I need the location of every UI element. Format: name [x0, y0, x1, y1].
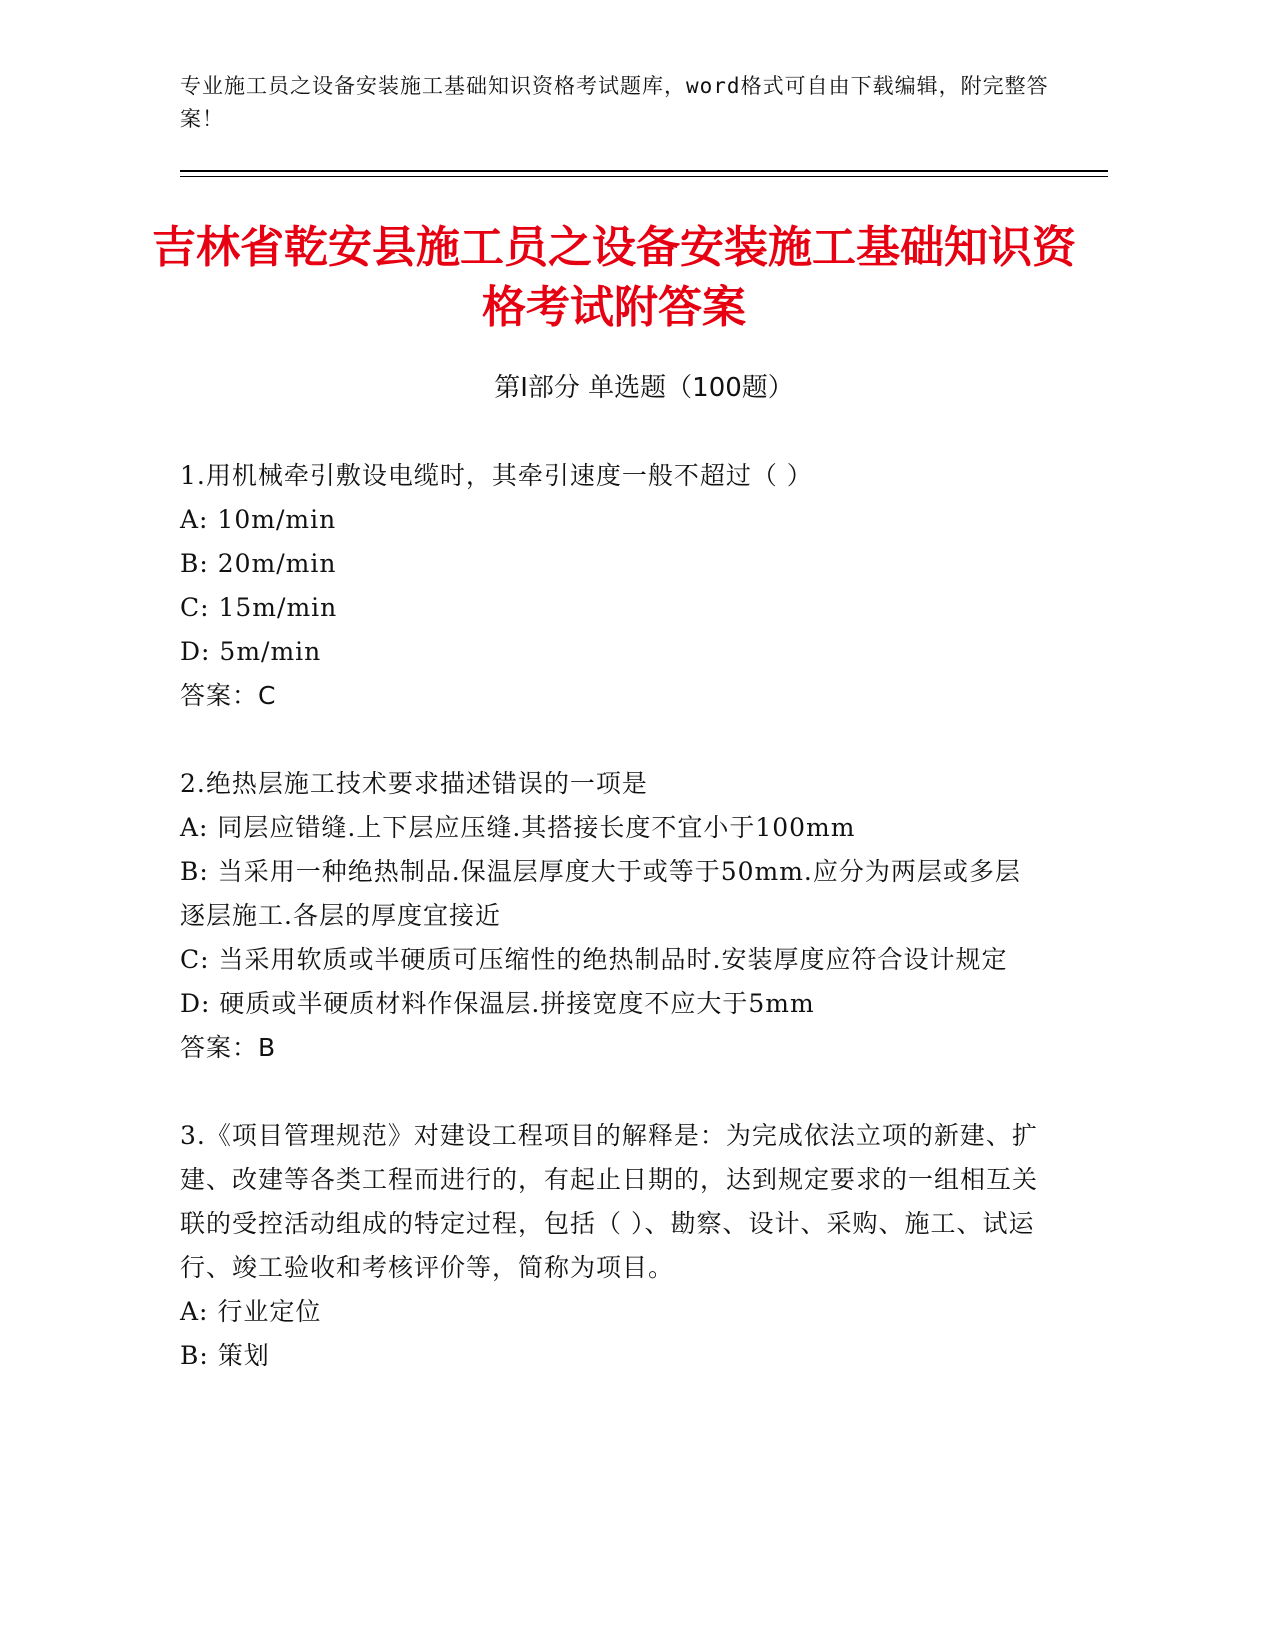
header-divider-thin [180, 176, 1108, 177]
option-b: B: 当采用一种绝热制品.保温层厚度大于或等于50mm.应分为两层或多层逐层施工.各层的厚度宜接近 [180, 857, 1021, 930]
answer: 答案：C [180, 681, 277, 710]
option-d: D: 5m/min [180, 637, 322, 666]
header-note: 专业施工员之设备安装施工基础知识资格考试题库，word格式可自由下载编辑，附完整答案！ [180, 74, 1049, 131]
option-b: B: 20m/min [180, 549, 337, 578]
question-stem: 3.《项目管理规范》对建设工程项目的解释是：为完成依法立项的新建、扩建、改建等各类工程而进行的，有起止日期的，达到规定要求的一组相互关联的受控活动组成的特定过程，包括（ ）、勘察、设计、采购、施工、试运行、竣工验收和考核评价等，简称为项目。 [180, 1121, 1039, 1282]
answer: 答案：B [180, 1033, 277, 1062]
section-heading: 第Ⅰ部分 单选题（100题） [494, 373, 794, 403]
document-title: 吉林省乾安县施工员之设备安装施工基础知识资格考试附答案 [152, 222, 1076, 333]
question-2 [180, 762, 1040, 1070]
option-c: C: 15m/min [180, 593, 338, 622]
question-3 [180, 1114, 1040, 1378]
option-a: A: 同层应错缝.上下层应压缝.其搭接长度不宜小于100mm [180, 813, 856, 842]
question-stem: 2.绝热层施工技术要求描述错误的一项是 [180, 769, 648, 798]
option-a: A: 10m/min [180, 505, 337, 534]
question-stem: 1.用机械牵引敷设电缆时，其牵引速度一般不超过（ ） [180, 461, 813, 490]
option-a: A: 行业定位 [180, 1297, 322, 1326]
option-b: B: 策划 [180, 1341, 270, 1370]
option-c: C: 当采用软质或半硬质可压缩性的绝热制品时.安装厚度应符合设计规定 [180, 945, 1008, 974]
header-divider-thick [180, 170, 1108, 172]
option-d: D: 硬质或半硬质材料作保温层.拼接宽度不应大于5mm [180, 989, 815, 1018]
question-1 [180, 454, 1040, 718]
question-list [180, 454, 1040, 1422]
